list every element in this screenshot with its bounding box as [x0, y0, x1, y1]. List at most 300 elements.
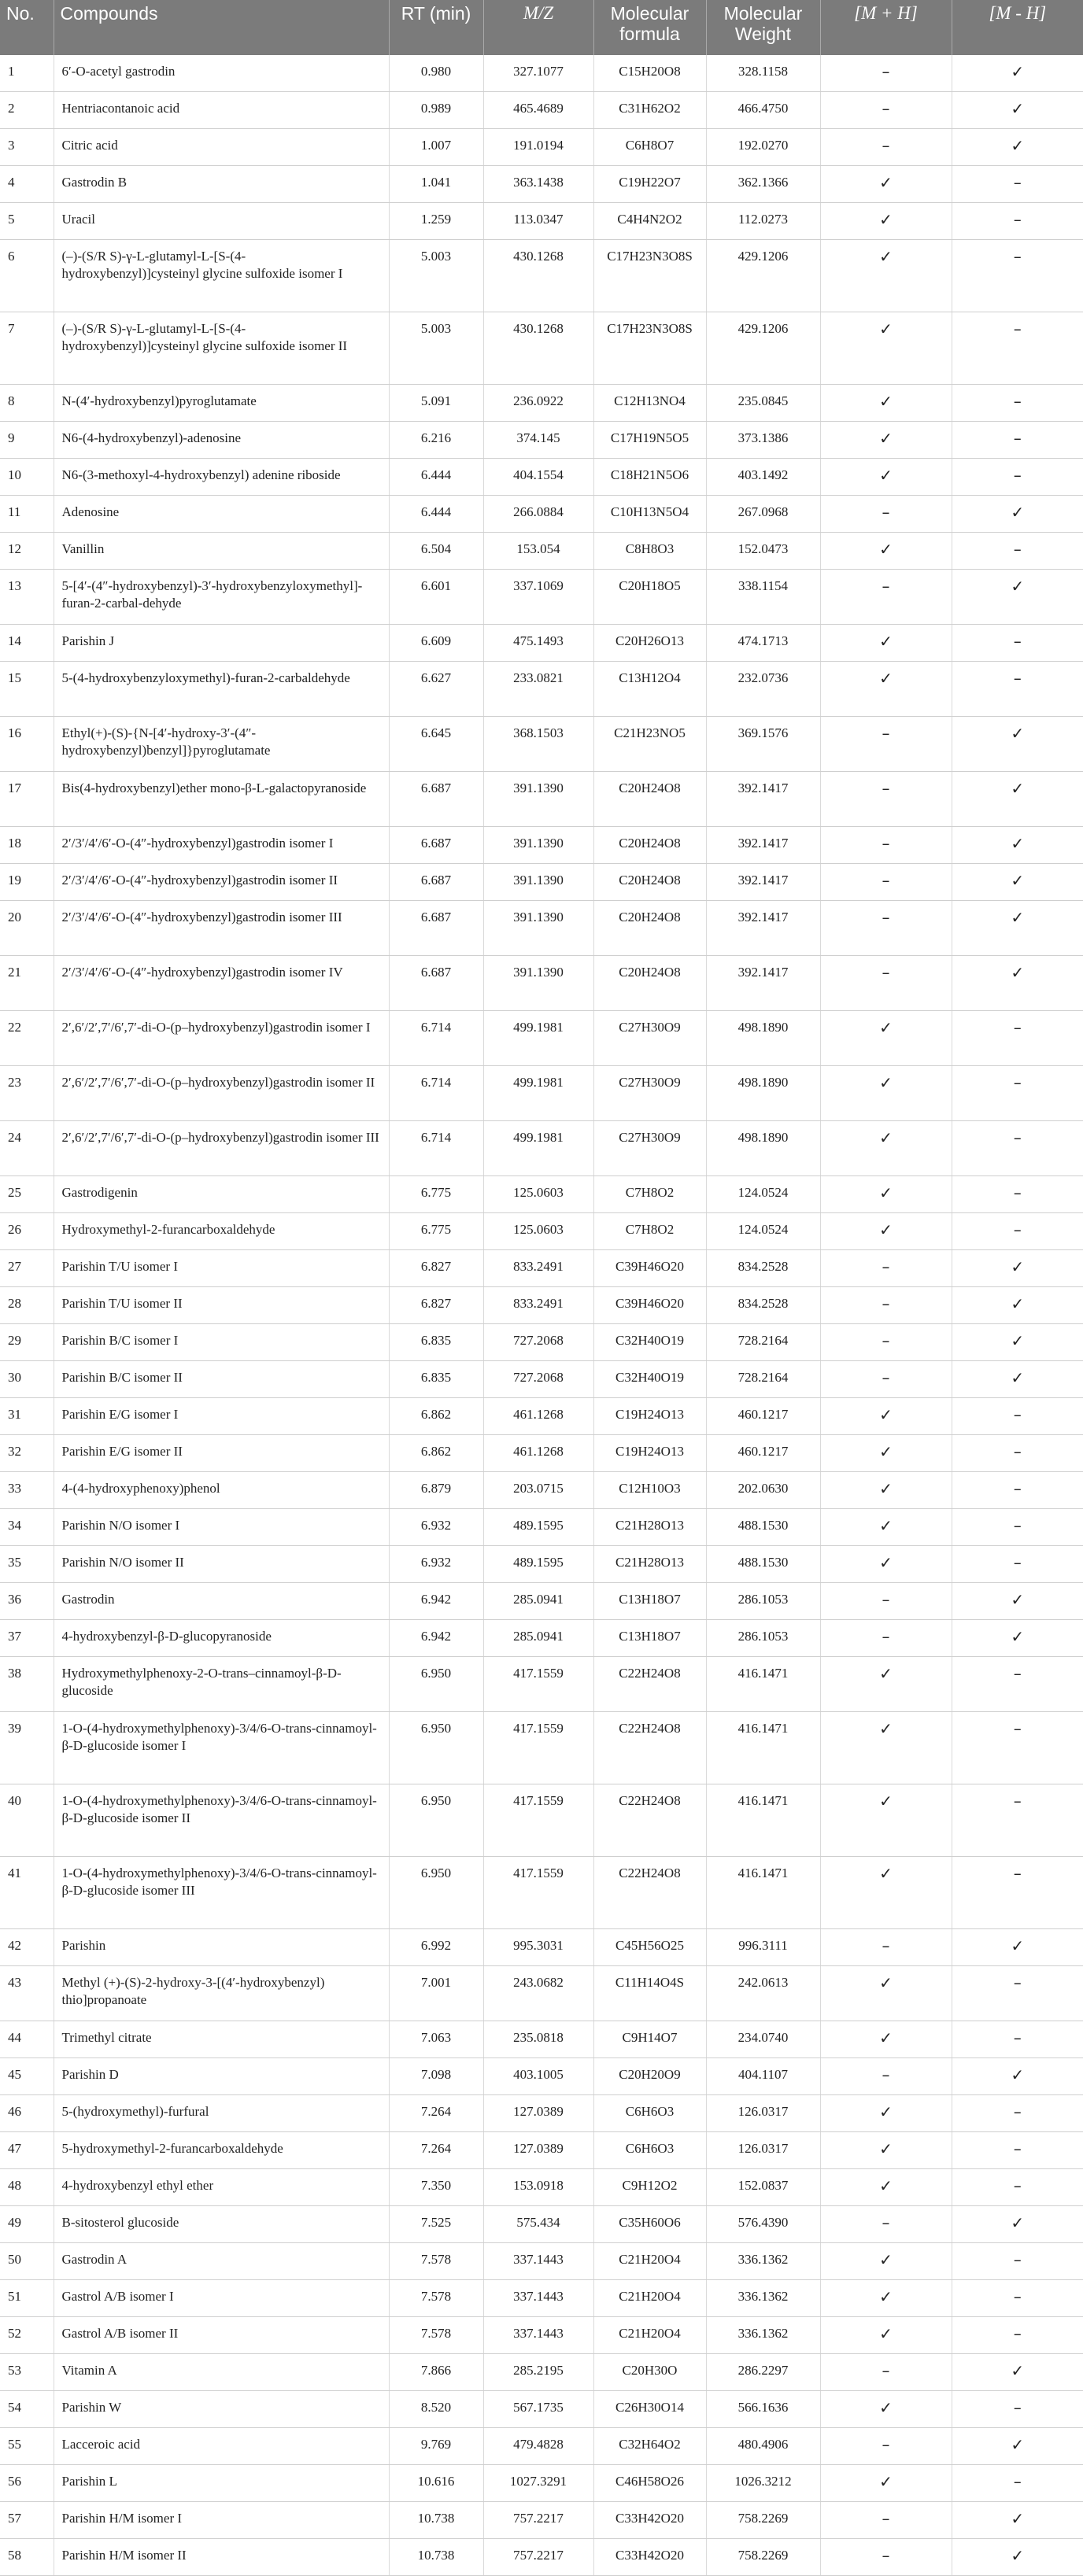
cell-formula: C20H24O8: [593, 772, 706, 827]
cell-no: 47: [0, 2132, 54, 2169]
cell-mw: 498.1890: [706, 1121, 820, 1176]
cell-no: 40: [0, 1784, 54, 1857]
cell-m-plus-h: ✓: [820, 2169, 952, 2206]
cell-no: 39: [0, 1712, 54, 1784]
cell-rt: 5.003: [389, 240, 483, 312]
cell-compound: 5-(hydroxymethyl)-furfural: [54, 2095, 389, 2132]
cell-mw: 416.1471: [706, 1857, 820, 1929]
header-rt: RT (min): [389, 0, 483, 55]
cell-formula: C17H19N5O5: [593, 422, 706, 459]
cell-formula: C6H8O7: [593, 129, 706, 166]
cell-rt: 1.041: [389, 166, 483, 203]
cell-m-minus-h: –: [952, 1472, 1083, 1509]
cell-m-plus-h: ✓: [820, 2095, 952, 2132]
cell-mz: 391.1390: [483, 772, 593, 827]
cell-compound: Hydroxymethylphenoxy-2-O-trans–cinnamoyl-β-D-glucoside: [54, 1657, 389, 1712]
cell-m-plus-h: ✓: [820, 625, 952, 662]
cell-no: 2: [0, 92, 54, 129]
cell-m-plus-h: –: [820, 129, 952, 166]
cell-m-plus-h: ✓: [820, 1857, 952, 1929]
cell-rt: 6.950: [389, 1657, 483, 1712]
cell-rt: 6.714: [389, 1121, 483, 1176]
cell-no: 53: [0, 2354, 54, 2391]
cell-mw: 392.1417: [706, 864, 820, 901]
cell-mw: 460.1217: [706, 1398, 820, 1435]
table-row: [0, 827, 1083, 864]
cell-m-minus-h: ✓: [952, 92, 1083, 129]
cell-m-minus-h: –: [952, 2021, 1083, 2058]
cell-rt: 6.835: [389, 1361, 483, 1398]
table-row: [0, 717, 1083, 772]
table-row: [0, 2465, 1083, 2502]
cell-no: 5: [0, 203, 54, 240]
cell-mw: 466.4750: [706, 92, 820, 129]
cell-rt: 6.827: [389, 1250, 483, 1287]
cell-compound: 2′,6′/2′,7′/6′,7′-di-O-(p–hydroxybenzyl)gastrodin isomer I: [54, 1011, 389, 1066]
cell-rt: 7.866: [389, 2354, 483, 2391]
cell-mz: 1027.3291: [483, 2465, 593, 2502]
cell-compound: Hentriacontanoic acid: [54, 92, 389, 129]
cell-formula: C19H22O7: [593, 166, 706, 203]
header-m-minus-h: [M - H]: [952, 0, 1083, 55]
table-row: [0, 1121, 1083, 1176]
cell-mw: 488.1530: [706, 1546, 820, 1583]
cell-formula: C20H24O8: [593, 827, 706, 864]
cell-mw: 429.1206: [706, 312, 820, 385]
cell-mw: 566.1636: [706, 2391, 820, 2428]
table-row: [0, 1361, 1083, 1398]
cell-m-minus-h: –: [952, 533, 1083, 570]
cell-formula: C12H13NO4: [593, 385, 706, 422]
cell-compound: Methyl (+)-(S)-2-hydroxy-3-[(4′-hydroxybenzyl) thio]propanoate: [54, 1966, 389, 2021]
cell-compound: Parishin D: [54, 2058, 389, 2095]
cell-m-minus-h: –: [952, 1657, 1083, 1712]
cell-no: 27: [0, 1250, 54, 1287]
cell-m-minus-h: –: [952, 1966, 1083, 2021]
cell-m-plus-h: –: [820, 1324, 952, 1361]
header-m-plus-h: [M + H]: [820, 0, 952, 55]
table-row: [0, 2058, 1083, 2095]
cell-rt: 10.738: [389, 2502, 483, 2539]
cell-m-minus-h: –: [952, 1176, 1083, 1213]
cell-formula: C20H18O5: [593, 570, 706, 625]
cell-compound: 5-(4-hydroxybenzyloxymethyl)-furan-2-carbaldehyde: [54, 662, 389, 717]
cell-rt: 6.687: [389, 901, 483, 956]
table-row: [0, 2354, 1083, 2391]
cell-mz: 461.1268: [483, 1398, 593, 1435]
cell-no: 26: [0, 1213, 54, 1250]
cell-mz: 403.1005: [483, 2058, 593, 2095]
cell-compound: Parishin H/M isomer I: [54, 2502, 389, 2539]
cell-m-minus-h: –: [952, 1546, 1083, 1583]
table-row: [0, 312, 1083, 385]
cell-mw: 202.0630: [706, 1472, 820, 1509]
cell-m-plus-h: ✓: [820, 240, 952, 312]
cell-m-plus-h: ✓: [820, 312, 952, 385]
cell-no: 56: [0, 2465, 54, 2502]
cell-compound: 1-O-(4-hydroxymethylphenoxy)-3/4/6-O-trans-cinnamoyl-β-D-glucoside isomer II: [54, 1784, 389, 1857]
cell-no: 31: [0, 1398, 54, 1435]
cell-no: 58: [0, 2539, 54, 2576]
cell-rt: 6.444: [389, 459, 483, 496]
cell-m-plus-h: ✓: [820, 166, 952, 203]
cell-formula: C21H20O4: [593, 2243, 706, 2280]
cell-mz: 337.1443: [483, 2317, 593, 2354]
table-row: [0, 2502, 1083, 2539]
cell-formula: C32H64O2: [593, 2428, 706, 2465]
cell-mz: 374.145: [483, 422, 593, 459]
table-body: [0, 55, 1083, 2576]
cell-compound: Parishin H/M isomer II: [54, 2539, 389, 2576]
cell-m-minus-h: –: [952, 459, 1083, 496]
cell-m-plus-h: –: [820, 956, 952, 1011]
cell-m-plus-h: –: [820, 2539, 952, 2576]
cell-m-plus-h: ✓: [820, 1966, 952, 2021]
cell-mw: 474.1713: [706, 625, 820, 662]
table-row: [0, 1620, 1083, 1657]
cell-compound: Parishin T/U isomer I: [54, 1250, 389, 1287]
cell-rt: 6.942: [389, 1583, 483, 1620]
cell-compound: N6-(4-hydroxybenzyl)-adenosine: [54, 422, 389, 459]
cell-compound: 2′,6′/2′,7′/6′,7′-di-O-(p–hydroxybenzyl)gastrodin isomer III: [54, 1121, 389, 1176]
cell-compound: (–)-(S/R S)-γ-L-glutamyl-L-[S-(4-hydroxybenzyl)]cysteinyl glycine sulfoxide isomer II: [54, 312, 389, 385]
cell-mz: 368.1503: [483, 717, 593, 772]
cell-formula: C8H8O3: [593, 533, 706, 570]
table-row: [0, 1066, 1083, 1121]
cell-m-minus-h: –: [952, 662, 1083, 717]
cell-mw: 834.2528: [706, 1250, 820, 1287]
cell-no: 33: [0, 1472, 54, 1509]
cell-no: 15: [0, 662, 54, 717]
cell-mw: 286.1053: [706, 1583, 820, 1620]
cell-m-minus-h: –: [952, 625, 1083, 662]
cell-m-minus-h: –: [952, 1398, 1083, 1435]
cell-mw: 834.2528: [706, 1287, 820, 1324]
cell-m-minus-h: ✓: [952, 2354, 1083, 2391]
header-no: No.: [0, 0, 54, 55]
cell-rt: 6.835: [389, 1324, 483, 1361]
cell-m-minus-h: –: [952, 1121, 1083, 1176]
cell-compound: Parishin: [54, 1929, 389, 1966]
cell-no: 46: [0, 2095, 54, 2132]
cell-compound: Citric acid: [54, 129, 389, 166]
cell-mz: 417.1559: [483, 1712, 593, 1784]
cell-compound: Gastrodigenin: [54, 1176, 389, 1213]
cell-no: 14: [0, 625, 54, 662]
table-row: [0, 240, 1083, 312]
cell-no: 9: [0, 422, 54, 459]
cell-mw: 758.2269: [706, 2539, 820, 2576]
cell-compound: Hydroxymethyl-2-furancarboxaldehyde: [54, 1213, 389, 1250]
cell-no: 36: [0, 1583, 54, 1620]
cell-rt: 6.775: [389, 1176, 483, 1213]
cell-no: 48: [0, 2169, 54, 2206]
cell-mw: 336.1362: [706, 2280, 820, 2317]
cell-mw: 758.2269: [706, 2502, 820, 2539]
cell-m-minus-h: ✓: [952, 496, 1083, 533]
cell-formula: C32H40O19: [593, 1361, 706, 1398]
cell-formula: C46H58O26: [593, 2465, 706, 2502]
cell-mw: 267.0968: [706, 496, 820, 533]
cell-rt: 6.879: [389, 1472, 483, 1509]
cell-formula: C18H21N5O6: [593, 459, 706, 496]
cell-m-minus-h: ✓: [952, 55, 1083, 92]
cell-compound: (–)-(S/R S)-γ-L-glutamyl-L-[S-(4-hydroxybenzyl)]cysteinyl glycine sulfoxide isomer I: [54, 240, 389, 312]
cell-no: 1: [0, 55, 54, 92]
cell-no: 32: [0, 1435, 54, 1472]
cell-rt: 6.992: [389, 1929, 483, 1966]
cell-mz: 465.4689: [483, 92, 593, 129]
cell-no: 37: [0, 1620, 54, 1657]
cell-mz: 337.1443: [483, 2280, 593, 2317]
header-mz: M/Z: [483, 0, 593, 55]
cell-formula: C45H56O25: [593, 1929, 706, 1966]
cell-mz: 417.1559: [483, 1657, 593, 1712]
cell-formula: C21H23NO5: [593, 717, 706, 772]
cell-m-plus-h: ✓: [820, 533, 952, 570]
cell-mw: 373.1386: [706, 422, 820, 459]
cell-mw: 498.1890: [706, 1011, 820, 1066]
cell-compound: 5-hydroxymethyl-2-furancarboxaldehyde: [54, 2132, 389, 2169]
cell-formula: C9H14O7: [593, 2021, 706, 2058]
cell-mz: 489.1595: [483, 1509, 593, 1546]
cell-rt: 6.645: [389, 717, 483, 772]
cell-m-minus-h: ✓: [952, 2502, 1083, 2539]
cell-formula: C22H24O8: [593, 1784, 706, 1857]
table-row: [0, 1176, 1083, 1213]
cell-no: 24: [0, 1121, 54, 1176]
cell-no: 45: [0, 2058, 54, 2095]
cell-formula: C17H23N3O8S: [593, 312, 706, 385]
table-row: [0, 864, 1083, 901]
cell-formula: C7H8O2: [593, 1176, 706, 1213]
cell-formula: C13H12O4: [593, 662, 706, 717]
table-row: [0, 1287, 1083, 1324]
cell-mw: 124.0524: [706, 1176, 820, 1213]
cell-m-minus-h: ✓: [952, 827, 1083, 864]
cell-formula: C39H46O20: [593, 1287, 706, 1324]
cell-formula: C20H24O8: [593, 956, 706, 1011]
cell-mz: 391.1390: [483, 864, 593, 901]
cell-compound: Trimethyl citrate: [54, 2021, 389, 2058]
cell-mz: 499.1981: [483, 1066, 593, 1121]
cell-mw: 126.0317: [706, 2095, 820, 2132]
cell-rt: 6.827: [389, 1287, 483, 1324]
cell-no: 30: [0, 1361, 54, 1398]
cell-mw: 192.0270: [706, 129, 820, 166]
cell-m-plus-h: –: [820, 1929, 952, 1966]
cell-m-plus-h: ✓: [820, 459, 952, 496]
cell-m-plus-h: –: [820, 2502, 952, 2539]
cell-m-plus-h: ✓: [820, 1657, 952, 1712]
cell-no: 21: [0, 956, 54, 1011]
cell-compound: Parishin E/G isomer II: [54, 1435, 389, 1472]
cell-mw: 126.0317: [706, 2132, 820, 2169]
cell-rt: 6.862: [389, 1435, 483, 1472]
table-row: [0, 166, 1083, 203]
table-row: [0, 533, 1083, 570]
cell-m-minus-h: –: [952, 2095, 1083, 2132]
cell-formula: C19H24O13: [593, 1435, 706, 1472]
cell-m-minus-h: –: [952, 240, 1083, 312]
cell-formula: C6H6O3: [593, 2095, 706, 2132]
header-compounds: Compounds: [54, 0, 389, 55]
cell-m-plus-h: –: [820, 864, 952, 901]
table-row: [0, 1509, 1083, 1546]
table-row: [0, 92, 1083, 129]
cell-m-plus-h: –: [820, 1287, 952, 1324]
cell-compound: Adenosine: [54, 496, 389, 533]
cell-m-minus-h: –: [952, 2465, 1083, 2502]
table-row: [0, 1250, 1083, 1287]
cell-mw: 429.1206: [706, 240, 820, 312]
cell-rt: 1.007: [389, 129, 483, 166]
cell-compound: 4-hydroxybenzyl ethyl ether: [54, 2169, 389, 2206]
cell-mw: 338.1154: [706, 570, 820, 625]
cell-m-plus-h: –: [820, 496, 952, 533]
cell-m-minus-h: ✓: [952, 1929, 1083, 1966]
cell-mz: 499.1981: [483, 1121, 593, 1176]
cell-mz: 575.434: [483, 2206, 593, 2243]
cell-m-minus-h: ✓: [952, 772, 1083, 827]
cell-mz: 479.4828: [483, 2428, 593, 2465]
cell-no: 12: [0, 533, 54, 570]
cell-m-minus-h: –: [952, 2169, 1083, 2206]
cell-mz: 833.2491: [483, 1250, 593, 1287]
cell-mz: 461.1268: [483, 1435, 593, 1472]
cell-no: 7: [0, 312, 54, 385]
cell-m-plus-h: –: [820, 1250, 952, 1287]
table-row: [0, 459, 1083, 496]
cell-m-plus-h: ✓: [820, 1435, 952, 1472]
table-row: [0, 1857, 1083, 1929]
cell-compound: Gastrodin B: [54, 166, 389, 203]
cell-formula: C19H24O13: [593, 1398, 706, 1435]
cell-rt: 6.862: [389, 1398, 483, 1435]
table-row: [0, 1583, 1083, 1620]
cell-mz: 567.1735: [483, 2391, 593, 2428]
cell-no: 20: [0, 901, 54, 956]
cell-compound: 1-O-(4-hydroxymethylphenoxy)-3/4/6-O-trans-cinnamoyl-β-D-glucoside isomer I: [54, 1712, 389, 1784]
cell-compound: Parishin T/U isomer II: [54, 1287, 389, 1324]
cell-mz: 127.0389: [483, 2132, 593, 2169]
cell-no: 16: [0, 717, 54, 772]
cell-m-minus-h: ✓: [952, 2058, 1083, 2095]
cell-m-plus-h: ✓: [820, 2280, 952, 2317]
cell-compound: Parishin L: [54, 2465, 389, 2502]
cell-m-minus-h: –: [952, 2317, 1083, 2354]
cell-rt: 7.098: [389, 2058, 483, 2095]
cell-m-plus-h: ✓: [820, 2021, 952, 2058]
cell-compound: N6-(3-methoxyl-4-hydroxybenzyl) adenine riboside: [54, 459, 389, 496]
table-row: [0, 1546, 1083, 1583]
cell-mw: 416.1471: [706, 1712, 820, 1784]
table-row: [0, 2280, 1083, 2317]
cell-mz: 757.2217: [483, 2502, 593, 2539]
cell-mz: 430.1268: [483, 240, 593, 312]
cell-rt: 7.063: [389, 2021, 483, 2058]
cell-compound: Gastrol A/B isomer II: [54, 2317, 389, 2354]
cell-m-plus-h: ✓: [820, 1121, 952, 1176]
cell-formula: C22H24O8: [593, 1657, 706, 1712]
cell-compound: Parishin N/O isomer I: [54, 1509, 389, 1546]
cell-m-minus-h: –: [952, 422, 1083, 459]
cell-compound: Gastrodin A: [54, 2243, 389, 2280]
cell-mw: 235.0845: [706, 385, 820, 422]
cell-formula: C35H60O6: [593, 2206, 706, 2243]
cell-mw: 480.4906: [706, 2428, 820, 2465]
cell-mw: 728.2164: [706, 1361, 820, 1398]
cell-mw: 1026.3212: [706, 2465, 820, 2502]
cell-compound: Vitamin A: [54, 2354, 389, 2391]
cell-mw: 498.1890: [706, 1066, 820, 1121]
cell-no: 10: [0, 459, 54, 496]
cell-mw: 392.1417: [706, 772, 820, 827]
cell-rt: 6.714: [389, 1066, 483, 1121]
cell-m-minus-h: –: [952, 203, 1083, 240]
cell-mw: 286.1053: [706, 1620, 820, 1657]
cell-compound: Uracil: [54, 203, 389, 240]
cell-mz: 430.1268: [483, 312, 593, 385]
cell-rt: 6.601: [389, 570, 483, 625]
cell-formula: C22H24O8: [593, 1857, 706, 1929]
cell-m-minus-h: –: [952, 385, 1083, 422]
cell-mw: 460.1217: [706, 1435, 820, 1472]
cell-formula: C20H20O9: [593, 2058, 706, 2095]
cell-mw: 336.1362: [706, 2317, 820, 2354]
table-row: [0, 1966, 1083, 2021]
cell-m-plus-h: –: [820, 2058, 952, 2095]
header-mw: Molecular Weight: [706, 0, 820, 55]
cell-rt: 7.264: [389, 2095, 483, 2132]
cell-mw: 728.2164: [706, 1324, 820, 1361]
cell-no: 17: [0, 772, 54, 827]
cell-m-plus-h: –: [820, 772, 952, 827]
cell-compound: 4-hydroxybenzyl-β-D-glucopyranoside: [54, 1620, 389, 1657]
cell-compound: Lacceroic acid: [54, 2428, 389, 2465]
cell-no: 3: [0, 129, 54, 166]
cell-mz: 243.0682: [483, 1966, 593, 2021]
cell-m-minus-h: ✓: [952, 1620, 1083, 1657]
cell-mw: 576.4390: [706, 2206, 820, 2243]
cell-rt: 6.950: [389, 1712, 483, 1784]
cell-compound: Gastrol A/B isomer I: [54, 2280, 389, 2317]
table-row: [0, 1324, 1083, 1361]
cell-rt: 6.942: [389, 1620, 483, 1657]
table-row: [0, 1657, 1083, 1712]
cell-m-plus-h: –: [820, 1620, 952, 1657]
cell-m-plus-h: ✓: [820, 1213, 952, 1250]
table-row: [0, 956, 1083, 1011]
cell-mw: 392.1417: [706, 956, 820, 1011]
cell-no: 18: [0, 827, 54, 864]
table-row: [0, 1712, 1083, 1784]
cell-mw: 152.0473: [706, 533, 820, 570]
cell-compound: 1-O-(4-hydroxymethylphenoxy)-3/4/6-O-trans-cinnamoyl-β-D-glucoside isomer III: [54, 1857, 389, 1929]
cell-compound: Gastrodin: [54, 1583, 389, 1620]
cell-compound: Parishin N/O isomer II: [54, 1546, 389, 1583]
cell-mz: 489.1595: [483, 1546, 593, 1583]
cell-m-minus-h: –: [952, 1011, 1083, 1066]
cell-no: 34: [0, 1509, 54, 1546]
cell-rt: 5.091: [389, 385, 483, 422]
cell-mz: 337.1443: [483, 2243, 593, 2280]
cell-m-plus-h: ✓: [820, 2243, 952, 2280]
cell-no: 57: [0, 2502, 54, 2539]
cell-no: 22: [0, 1011, 54, 1066]
cell-no: 6: [0, 240, 54, 312]
table-row: [0, 2132, 1083, 2169]
